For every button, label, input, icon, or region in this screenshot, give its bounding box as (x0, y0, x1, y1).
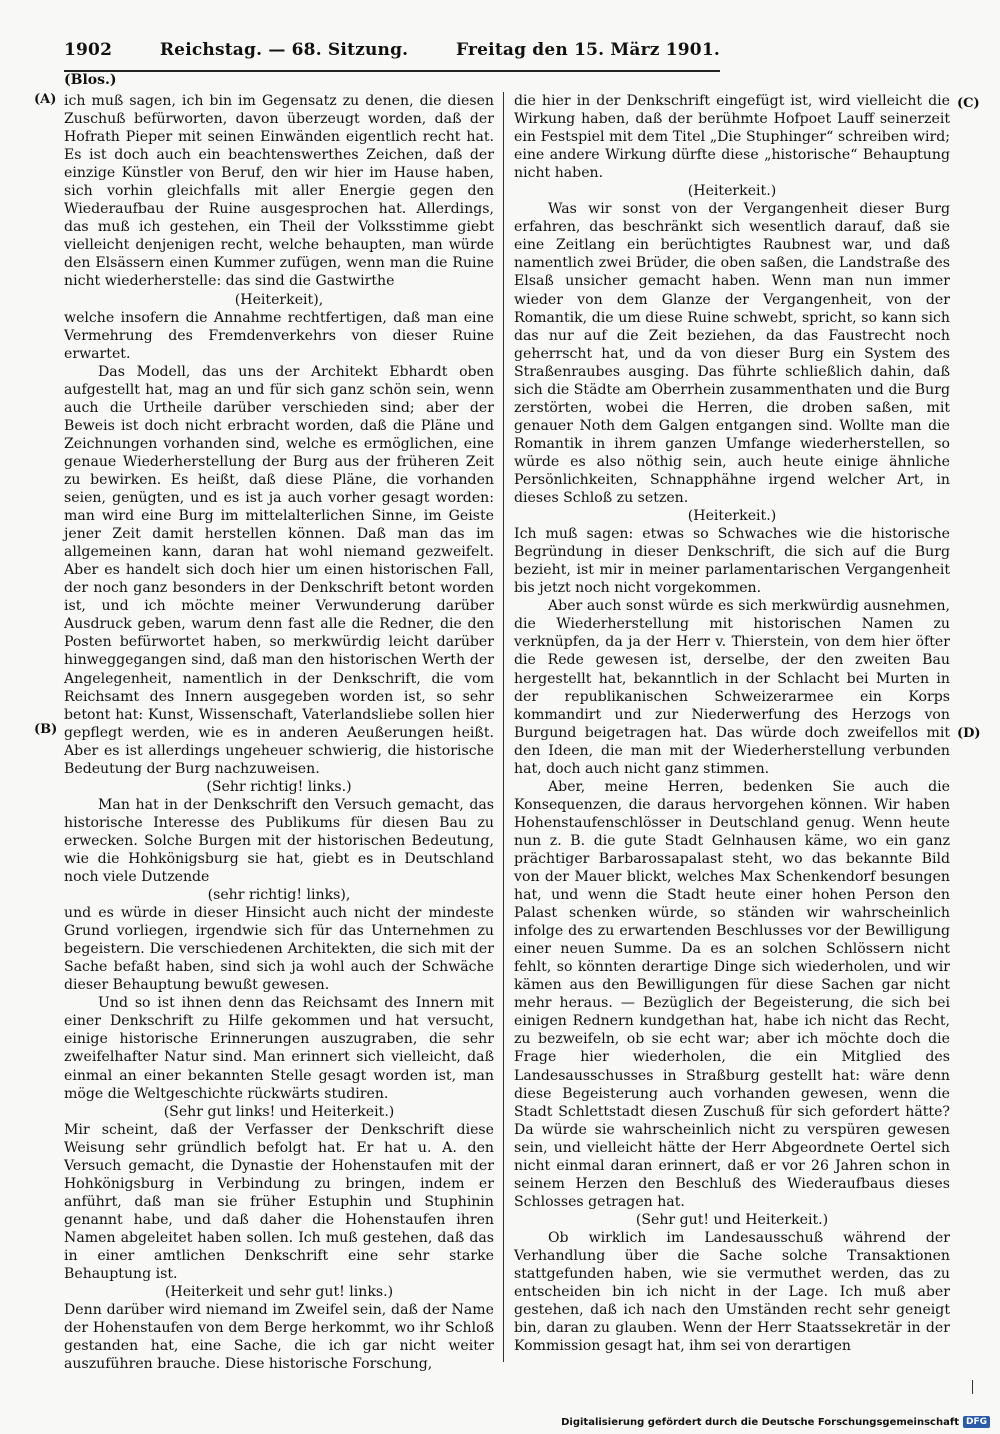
paragraph: Aber, meine Herren, bedenken Sie auch die Konsequenzen, die daraus hervorgehen können. Wir haben Hohenstaufenschlösser in Deutschland genug. Wenn heute nun z. B. die gute Stadt Gelnhausen käme, wo ein ganz prächtiger Barbarossapalast steht, wo das bekannte Bild von der Mauer blickt, welches Max Schenkendorf besungen hat, und wenn die Stadt heute einer hohen Person den Palast schenken würde, so ständen wir wahrscheinlich infolge des zu erwartenden Beschlusses vor der Bewilligung einer neuen Summe. Da es an solchen Schlössern nicht fehlt, so könnten derartige Dinge sich wiederholen, und wir kämen aus den Bewilligungen für diese Sachen gar nicht mehr heraus. — Bezüglich der Begeisterung, die sich bei einigen Rednern kundgethan hat, habe ich nicht das Recht, zu bezweifeln, ob sie echt war; aber ich möchte doch die Frage hier wiederholen, die ein Mitglied des Landesausschusses in Straßburg gestellt hat: wäre denn diese Begeisterung auch vorhanden gewesen, wenn die Stadt Schlettstadt diesen Zuschuß für sich gefordert hätte? Da würde sie wahrscheinlich nicht zu verspüren gewesen sein, und vielleicht hätte der Herr Abgeordnete Oertel sich nicht einmal daran erinnert, daß er vor 26 Jahren schon in seinem Herzen den Beschluß des Wiederaufbaus dieses Schlosses getragen hat. (514, 778, 950, 1210)
paragraph: Aber auch sonst würde es sich merkwürdig ausnehmen, die Wiederherstellung mit historischen Namen zu verknüpfen, da ja der Herr v. Thierstein, von dem hier öfter die Rede gewesen ist, derselbe, der den zweiten Bau hergestellt hat, bekanntlich in der Schlacht bei Murten in der republikanischen Schweizerarmee ein Korps kommandirt und zur Niederwerfung des Herzogs von Burgund beigetragen hat. Das würde doch zweifellos mit den Ideen, die man mit der Wiederherstellung verbunden hat, doch auch nicht ganz stimmen. (514, 598, 950, 777)
speaker-label: (Blos.) (64, 72, 117, 88)
margin-marker-a: (A) (34, 92, 57, 107)
right-column (514, 92, 950, 1362)
interjection: (Heiterkeit), (234, 291, 324, 308)
margin-marker-d: (D) (957, 726, 981, 741)
paragraph: Man hat in der Denkschrift den Versuch gemacht, das historische Interesse des Publikums für diesen Bau zu erwecken. Solche Burgen mit der historischen Bedeutung, wie die Hohkönigsburg sie hat, giebt es in Deutschland noch viele Dutzende (64, 796, 494, 886)
page-header (64, 40, 720, 72)
header-date: Freitag den 15. März 1901. (456, 40, 720, 60)
paragraph: Mir scheint, daß der Verfasser der Denkschrift diese Weisung sehr gründlich befolgt hat. Er hat u. A. den Versuch gemacht, die Dynastie der Hohenstaufen mit der Hohkönigsburg in Verbindung zu bringen, indem er anführt, daß man sie früher Estuphin und Stuphinin genannt habe, und daß daher die Hohenstaufen ihren Namen abgeleitet haben sollen. Ich muß gestehen, daß das in einer amtlichen Denkschrift eine sehr starke Behauptung ist. (64, 1121, 494, 1283)
interjection: (Heiterkeit.) (687, 183, 777, 200)
interjection: (Sehr gut links! und Heiterkeit.) (163, 1103, 395, 1120)
paragraph: Denn darüber wird niemand im Zweifel sein, daß der Name der Hohenstaufen von dem Berge herkommt, wo ihr Schloß gestanden hat, eine Sache, die ich gar nicht weiter auszuführen brauche. Diese historische Forschung, (64, 1302, 494, 1373)
margin-marker-c: (C) (957, 96, 980, 111)
paragraph: und es würde in dieser Hinsicht auch nicht der mindeste Grund vorliegen, irgendwie sich für das Unternehmen zu begeistern. Die verschiedenen Architekten, die sich mit der Sache befaßt haben, sind sich ja wohl auch der Schwäche dieser Behauptung bewußt gewesen. (64, 905, 494, 994)
page-number: 1902 (64, 40, 113, 60)
header-title: Reichstag. — 68. Sitzung. (159, 40, 409, 60)
interjection: (Heiterkeit und sehr gut! links.) (164, 1284, 394, 1301)
paragraph: Was wir sonst von der Vergangenheit dieser Burg erfahren, das beschränkt sich wesentlich darauf, daß sie eine Zeitlang ein berüchtigtes Raubnest war, und daß namentlich zwei Brüder, die oben saßen, die Landstraße des Elsaß unsicher gemacht haben. Wenn man nun immer wieder von dem Glanze der Vergangenheit, von der Romantik, die um diese Ruine schwebt, spricht, so kann sich das nur auf die Zeit beziehen, da das Faustrecht noch geherrscht hat, und da von dieser Burg ein System des Straßenraubes ausging. Das führte schließlich dahin, daß sich die Städte am Oberrhein zusammenthaten und die Burg zerstörten, wobei die Herren, die droben saßen, mit genauer Noth dem Galgen entgangen sind. Wollte man die Romantik in ihrem ganzen Umfange wiederherstellen, so würde es also nöthig sein, auch heute einige ähnliche Persönlichkeiten, Schnapphähne irgend welcher Art, in dieses Schloß zu setzen. (514, 201, 950, 507)
paragraph: Das Modell, das uns der Architekt Ebhardt oben aufgestellt hat, mag an und für sich ganz schön sein, wenn auch die Urtheile darüber verschieden sind; aber der Beweis ist doch nicht erbracht worden, daß die Pläne und Zeichnungen vorhanden sind, welche es ermöglichen, eine genaue Wiederherstellung der Burg aus der früheren Zeit zu bewirken. Es heißt, daß diese Pläne, die vorhanden seien, genügten, und es ist ja auch vorher gesagt worden: man wird eine Burg im mittelalterlichen Sinne, im Geiste jener Zeit damit herstellen können. Daß man das im allgemeinen kann, daran hat wohl niemand gezweifelt. Aber es handelt sich doch hier um einen historischen Fall, der noch ganz besonders in der Denkschrift betont worden ist, und ich möchte meiner Verwunderung darüber Ausdruck geben, warum denn fast alle die Redner, die den Posten befürwortet haben, so merkwürdig leicht darüber hinweggegangen sind, daß man den historischen Werth der Angelegenheit, namentlich in der Denkschrift, die vom Reichsamt des Innern ausgegeben worden ist, so sehr betont hat: Kunst, Wissenschaft, Vaterlandsliebe sollen hier gepflegt werden, wie es in anderen Aeußerungen heißt. Aber es ist allerdings ungeheuer schwierig, die historische Bedeutung der Burg nachzuweisen. (64, 363, 494, 777)
margin-marker-b: (B) (34, 722, 58, 737)
interjection: (Heiterkeit.) (687, 508, 777, 525)
interjection: (Sehr gut! und Heiterkeit.) (635, 1211, 829, 1228)
column-divider (503, 92, 504, 1362)
paragraph: ich muß sagen, ich bin im Gegensatz zu denen, die diesen Zuschuß befürworten, davon überzeugt worden, daß der Hofrath Pieper mit seinen Einwänden eigentlich recht hat. Es ist doch auch ein beachtenswerthes Zeichen, daß der einzige Künstler von Beruf, den wir hier im Hause haben, sich vorhin gleichfalls mit aller Energie gegen den Wiederaufbau der Ruine ausgesprochen hat. Allerdings, das muß ich gestehen, ein Theil der Volksstimme giebt vielleicht denjenigen recht, welche behaupten, man würde den Elsässern einen Kummer zufügen, wenn man die Ruine nicht wiederherstelle: das sind die Gastwirthe (64, 93, 494, 290)
paragraph: Ich muß sagen: etwas so Schwaches wie die historische Begründung in dieser Denkschrift, die sich auf die Burg bezieht, ist mir in meiner parlamentarischen Vergangenheit bis jetzt noch nicht vorgekommen. (514, 526, 950, 597)
interjection: (sehr richtig! links), (207, 887, 351, 904)
footer-text: Digitalisierung gefördert durch die Deutsche Forschungsgemeinschaft (561, 1416, 959, 1428)
interjection: (Sehr richtig! links.) (206, 778, 352, 795)
paragraph: die hier in der Denkschrift eingefügt ist, wird vielleicht die Wirkung haben, daß der berühmte Hofpoet Lauff seinerzeit ein Festspiel mit dem Titel „Die Stuphinger“ schreiben wird; eine andere Wirkung dürfte diese „historische“ Behauptung nicht haben. (514, 93, 950, 182)
paragraph: welche insofern die Annahme rechtfertigen, daß man eine Vermehrung des Fremdenverkehrs von dieser Ruine erwartet. (64, 309, 494, 362)
paragraph: Ob wirklich im Landesausschuß während der Verhandlung über die Sache solche Transaktionen stattgefunden haben, wie sie vermuthet werden, das zu entscheiden bin ich nicht in der Lage. Ich muß aber gestehen, daß ich nach den Umständen recht sehr geneigt bin, daran zu glauben. Wenn der Herr Staatssekretär in der Kommission gesagt hat, ihm sei von derartigen (514, 1229, 950, 1355)
paragraph: Und so ist ihnen denn das Reichsamt des Innern mit einer Denkschrift zu Hilfe gekommen und hat versucht, einige historische Erinnerungen auszugraben, die sehr zweifelhafter Natur sind. Man erinnert sich vielleicht, daß einmal an einer bekannten Stelle gesagt worden ist, man möge die Weltgeschichte rückwärts studiren. (64, 995, 494, 1102)
left-column (64, 92, 494, 1373)
dfg-logo: DFG (963, 1416, 990, 1428)
page-footer (561, 1416, 990, 1428)
margin-mark (972, 1380, 973, 1394)
